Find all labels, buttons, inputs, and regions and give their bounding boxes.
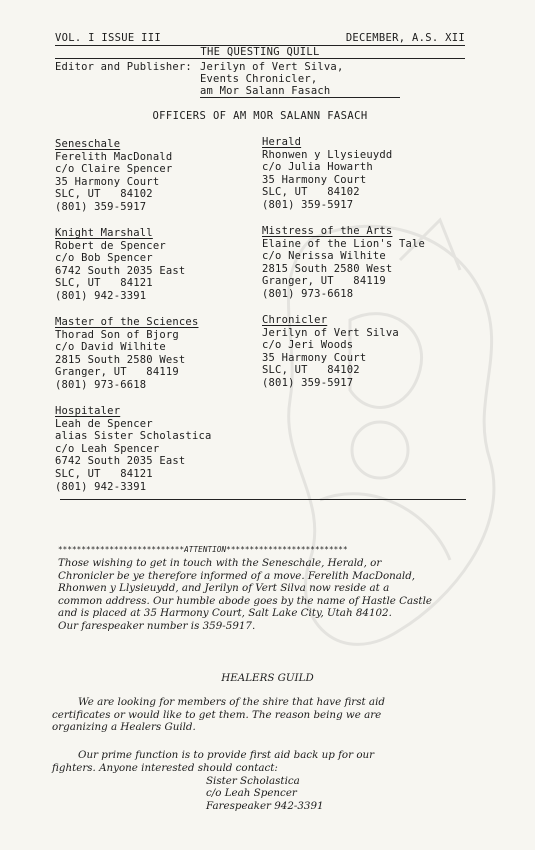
officer-line: 35 Harmony Court (55, 175, 160, 188)
officer-title: Knight Marshall (55, 227, 153, 239)
officer-line: 2815 South 2580 West (55, 353, 186, 366)
officer-line: SLC, UT 84121 (55, 277, 153, 290)
editor-label: Editor and Publisher: (55, 61, 192, 73)
section-divider (60, 499, 466, 500)
officer-line: Rhonwen y Llysieuydd (262, 148, 393, 161)
officer-line: Robert de Spencer (55, 239, 166, 252)
officer-mistress-of-arts (262, 225, 425, 301)
title-rule (55, 58, 465, 59)
officer-line: (801) 359-5917 (55, 200, 147, 213)
officer-chronicler (262, 314, 399, 390)
officer-seneschale (55, 138, 172, 214)
officer-line: (801) 359-5917 (262, 376, 354, 389)
paragraph-line: certificates or would like to get them. The reason being we are (52, 708, 382, 721)
healers-paragraph-2 (52, 749, 482, 774)
officers-heading: OFFICERS OF AM MOR SALANN FASACH (152, 110, 368, 122)
officer-line: SLC, UT 84102 (262, 364, 360, 377)
officer-title: Seneschale (55, 138, 121, 150)
officer-line: c/o Claire Spencer (55, 163, 173, 176)
editor-line: Jerilyn of Vert Silva, (200, 61, 344, 73)
officer-line: c/o David Wilhite (55, 341, 166, 354)
healers-paragraph-1 (52, 696, 482, 734)
officer-title: Master of the Sciences (55, 316, 199, 328)
officer-title: Herald (262, 136, 302, 148)
officer-line: Elaine of the Lion's Tale (262, 237, 426, 250)
officer-line: SLC, UT 84102 (262, 186, 360, 199)
contact-line: Sister Scholastica (206, 775, 300, 787)
officer-line: 6742 South 2035 East (55, 264, 186, 277)
officer-line: 6742 South 2035 East (55, 455, 186, 468)
attention-banner: ***************************ATTENTION************************** (58, 545, 348, 554)
officer-line: SLC, UT 84121 (55, 467, 153, 480)
officer-line: c/o Jeri Woods (262, 339, 354, 352)
newsletter-title: THE QUESTING QUILL (200, 46, 320, 58)
officer-line: c/o Nerissa Wilhite (262, 250, 386, 263)
officer-line: alias Sister Scholastica (55, 430, 212, 443)
officer-line: (801) 942-3391 (55, 289, 147, 302)
officer-hospitaler (55, 405, 212, 493)
notice-line: and is placed at 35 Harmony Court, Salt Lake City, Utah 84102. (58, 607, 392, 620)
notice-line: Rhonwen y Llysieuydd, and Jerilyn of Vert Silva now reside at a (58, 582, 390, 595)
editor-block (55, 61, 400, 98)
officer-line: Leah de Spencer (55, 417, 153, 430)
officer-line: c/o Bob Spencer (55, 252, 153, 265)
officer-line: Granger, UT 84119 (55, 366, 179, 379)
notice-line: Chronicler be ye therefore informed of a move. Ferelith MacDonald, (58, 569, 416, 582)
officer-line: Jerilyn of Vert Silva (262, 326, 399, 339)
officer-title: Mistress of the Arts (262, 225, 393, 237)
officer-line: (801) 359-5917 (262, 198, 354, 211)
editor-line: am Mor Salann Fasach (200, 85, 331, 97)
officer-line: SLC, UT 84102 (55, 188, 153, 201)
paragraph-line: We are looking for members of the shire that have first aid (78, 696, 385, 708)
officer-title: Hospitaler (55, 405, 121, 417)
officer-line: Granger, UT 84119 (262, 275, 386, 288)
officer-line: Thorad Son of Bjorg (55, 328, 179, 341)
issue-date: DECEMBER, A.S. XII (345, 32, 465, 44)
notice-line: Our farespeaker number is 359-5917. (58, 619, 256, 632)
officer-line: 35 Harmony Court (262, 173, 367, 186)
contact-line: c/o Leah Spencer (206, 787, 297, 800)
healers-guild-title: HEALERS GUILD (221, 672, 314, 684)
officer-line: 2815 South 2580 West (262, 262, 393, 275)
paragraph-line: organizing a Healers Guild. (52, 721, 196, 734)
officer-line: (801) 973-6618 (262, 287, 354, 300)
notice-line: common address. Our humble abode goes by the name of Hastle Castle (58, 594, 432, 607)
healers-contact (206, 775, 324, 812)
editor-value (200, 61, 400, 98)
paragraph-line: fighters. Anyone interested should contact: (52, 761, 278, 774)
officer-title: Chronicler (262, 314, 328, 326)
attention-notice (58, 557, 488, 633)
contact-line: Farespeaker 942-3391 (206, 799, 324, 812)
officer-line: 35 Harmony Court (262, 351, 367, 364)
officer-line: (801) 942-3391 (55, 480, 147, 493)
volume-issue: VOL. I ISSUE III (55, 32, 161, 44)
officer-knight-marshall (55, 227, 185, 303)
officer-master-of-sciences (55, 316, 198, 392)
officer-line: c/o Leah Spencer (55, 442, 160, 455)
officer-line: c/o Julia Howarth (262, 161, 373, 174)
officer-line: (801) 973-6618 (55, 378, 147, 391)
masthead-top (55, 32, 465, 46)
notice-line: Those wishing to get in touch with the Seneschale, Herald, or (58, 557, 382, 569)
officer-line: Ferelith MacDonald (55, 150, 173, 163)
paragraph-line: Our prime function is to provide first aid back up for our (78, 749, 375, 761)
editor-line: Events Chronicler, (200, 73, 318, 85)
officer-herald (262, 136, 392, 212)
